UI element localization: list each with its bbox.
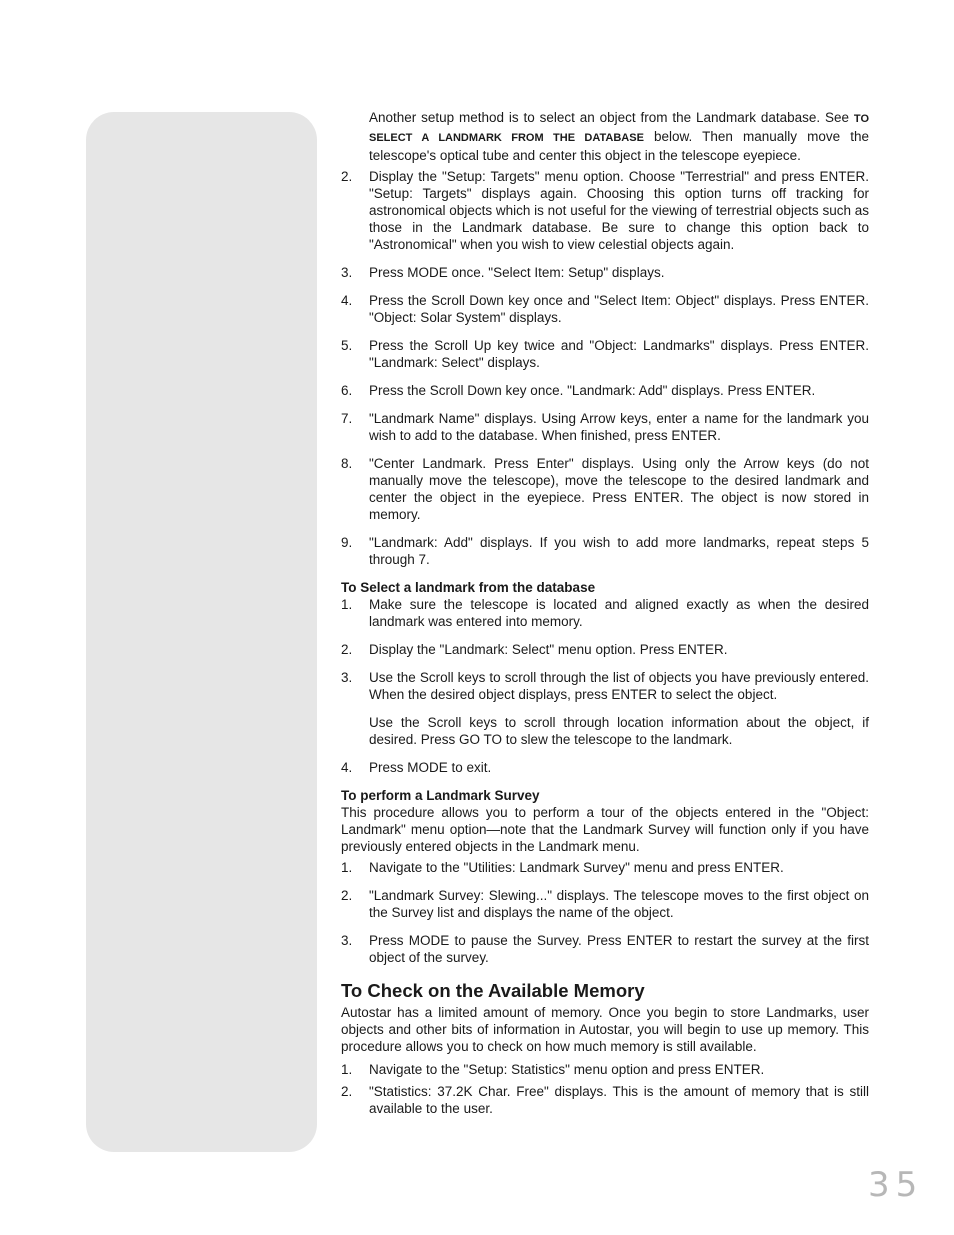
- step-number: 3.: [341, 265, 353, 280]
- step-text: Display the "Landmark: Select" menu option. Press ENTER.: [369, 642, 728, 657]
- step-text: "Statistics: 37.2K Char. Free" displays. This is the amount of memory that is still available to the user.: [369, 1084, 869, 1116]
- step-text: Press MODE once. "Select Item: Setup" displays.: [369, 265, 665, 280]
- step-text: Press MODE to pause the Survey. Press ENTER to restart the survey at the first object of the survey.: [369, 933, 869, 965]
- step-text: Press the Scroll Down key once. "Landmark: Add" displays. Press ENTER.: [369, 383, 816, 398]
- step-text: Press the Scroll Down key once and "Select Item: Object" displays. Press ENTER. "Object: Solar System" displays.: [369, 293, 869, 325]
- step-number: 2.: [341, 888, 353, 903]
- list-item: [341, 410, 869, 444]
- survey-intro: This procedure allows you to perform a tour of the objects entered in the "Object: Landmark" menu option—note that the Landmark Survey will function only if you have previously entered objects in the Landmark menu.: [341, 805, 869, 854]
- step-number: 3.: [341, 670, 353, 685]
- intro-text-before: Another setup method is to select an object from the Landmark database. See: [369, 110, 854, 125]
- list-item: [341, 932, 869, 966]
- intro-text-after: below. Then manually move the telescope's optical tube and center this object in the telescope eyepiece.: [369, 129, 869, 163]
- intro-cross-reference: TO SELECT A LANDMARK FROM THE DATABASE: [369, 113, 869, 144]
- section-subheading-select: To Select a landmark from the database: [341, 580, 596, 595]
- step-number: 4.: [341, 293, 353, 308]
- step-text: Navigate to the "Setup: Statistics" menu option and press ENTER.: [369, 1062, 765, 1077]
- step-number: 8.: [341, 456, 353, 471]
- step-text: "Center Landmark. Press Enter" displays. Using only the Arrow keys (do not manually move the telescope), move the telescope to the desired landmark and center the object in the eyepiece. Press ENTER. The object is now stored in memory.: [369, 456, 869, 522]
- list-item: [341, 641, 869, 658]
- section-heading-memory: To Check on the Available Memory: [341, 980, 645, 1001]
- step-text: Display the "Setup: Targets" menu option. Choose "Terrestrial" and press ENTER. "Setup: Targets" displays again. Choosing this option turns off tracking for astronomical objects which is not useful for the viewing of terrestrial objects such as those in the Landmark database. Be sure to change this option back to "Astronomical" when you wish to view celestial objects again.: [369, 169, 869, 252]
- step-number: 2.: [341, 1084, 353, 1099]
- list-item: [341, 534, 869, 568]
- step-number: 1.: [341, 1062, 353, 1077]
- step-text: "Landmark: Add" displays. If you wish to add more landmarks, repeat steps 5 through 7.: [369, 535, 869, 567]
- step-number: 1.: [341, 597, 353, 612]
- list-item: [341, 887, 869, 921]
- step-text: "Landmark Survey: Slewing..." displays. The telescope moves to the first object on the Survey list and displays the name of the object.: [369, 888, 869, 920]
- list-item: [341, 292, 869, 326]
- list-item: [341, 669, 869, 703]
- step-number: 9.: [341, 535, 353, 550]
- section-subheading-survey: To perform a Landmark Survey: [341, 788, 540, 803]
- step-text: Press the Scroll Up key twice and "Object: Landmarks" displays. Press ENTER. "Landmark: Select" displays.: [369, 338, 869, 370]
- step-text: Make sure the telescope is located and aligned exactly as when the desired landmark was entered into memory.: [369, 597, 869, 629]
- step-text: Navigate to the "Utilities: Landmark Survey" menu and press ENTER.: [369, 860, 784, 875]
- step-number: 5.: [341, 338, 353, 353]
- sidebar-panel: [86, 112, 317, 1152]
- step-number: 2.: [341, 642, 353, 657]
- list-item: [341, 1083, 869, 1117]
- page-content: [341, 109, 869, 1122]
- step-number: 4.: [341, 760, 353, 775]
- step-number: 1.: [341, 860, 353, 875]
- list-item: [341, 168, 869, 253]
- page-number: 35: [868, 1165, 924, 1205]
- list-item: [341, 596, 869, 630]
- intro-paragraph: [341, 109, 869, 164]
- step-text: "Landmark Name" displays. Using Arrow keys, enter a name for the landmark you wish to add to the database. When finished, press ENTER.: [369, 411, 869, 443]
- list-item: [341, 455, 869, 523]
- step-text: Use the Scroll keys to scroll through the list of objects you have previously entered. When the desired object displays, press ENTER to select the object.: [369, 670, 869, 702]
- step-number: 3.: [341, 933, 353, 948]
- step-note: Use the Scroll keys to scroll through location information about the object, if desired. Press GO TO to slew the telescope to the landmark.: [369, 715, 869, 747]
- list-item: [341, 382, 869, 399]
- list-item: [341, 264, 869, 281]
- step-number: 7.: [341, 411, 353, 426]
- step-number: 2.: [341, 169, 353, 184]
- list-item: [341, 1061, 869, 1078]
- list-item: [341, 337, 869, 371]
- list-item: [341, 759, 869, 776]
- list-item: [341, 859, 869, 876]
- step-number: 6.: [341, 383, 353, 398]
- memory-intro: Autostar has a limited amount of memory. Once you begin to store Landmarks, user objects and other bits of information in Autostar, you will begin to use up memory. This procedure allows you to check on how much memory is still available.: [341, 1005, 869, 1054]
- step-text: Press MODE to exit.: [369, 760, 492, 775]
